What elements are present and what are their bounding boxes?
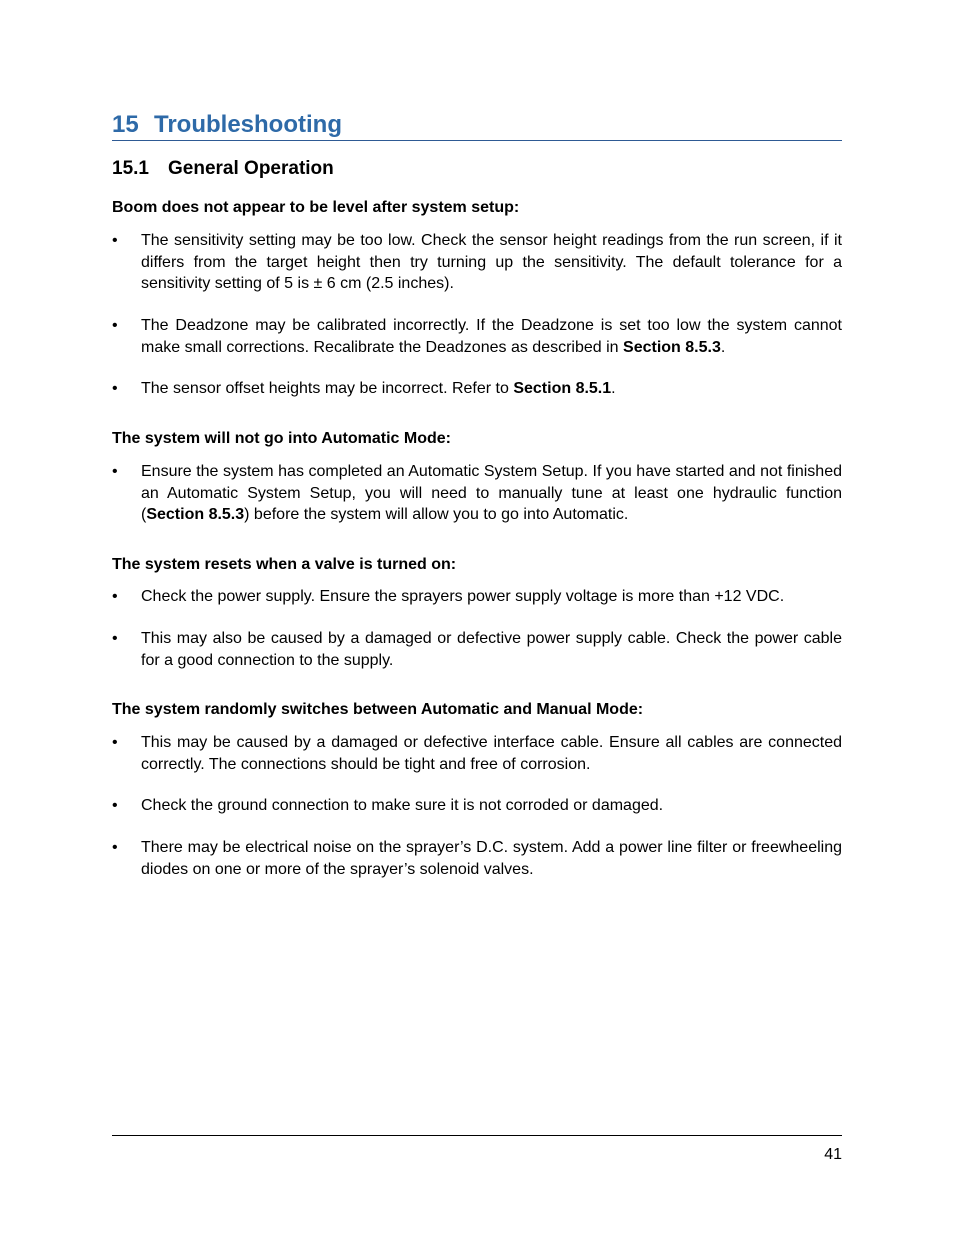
list-item: • This may also be caused by a damaged or defective power supply cable. Check the power cable for a good connection to the supply.	[112, 630, 842, 669]
bullet-icon: •	[112, 463, 118, 480]
problem-heading: The system randomly switches between Automatic and Manual Mode:	[112, 701, 644, 718]
section-reference: Section 8.5.3	[623, 338, 721, 356]
subsection-number: 15.1	[112, 158, 149, 179]
section-reference: Section 8.5.1	[513, 380, 612, 397]
list-item: • This may be caused by a damaged or defective interface cable. Ensure all cables are connected correctly. The connections should be tight and free of corrosion.	[112, 734, 842, 773]
list-item: • The sensor offset heights may be incorrect. Refer to Section 8.5.1.	[112, 378, 842, 400]
bullet-icon: •	[112, 630, 118, 647]
subsection-title: General Operation	[168, 158, 334, 179]
problem-heading: The system resets when a valve is turned on:	[112, 556, 457, 573]
subsection-heading	[112, 157, 334, 181]
list-item: • The sensitivity setting may be too low. Check the sensor height readings from the run screen, if it differs from the target height then try turning up the sensitivity. The default tolerance for a sensitivity setting of 5 is ± 6 cm (2.5 inches).	[112, 232, 842, 292]
page-number: 41	[824, 1146, 842, 1163]
list-item: • There may be electrical noise on the sprayer’s D.C. system. Add a power line filter or freewheeling diodes on one or more of the sprayer’s solenoid valves.	[112, 839, 842, 878]
problem-heading: Boom does not appear to be level after system setup:	[112, 199, 520, 216]
section-heading	[112, 110, 842, 141]
footer-divider	[112, 1135, 842, 1136]
bullet-icon: •	[112, 380, 118, 397]
problem-heading: The system will not go into Automatic Mode:	[112, 430, 451, 447]
bullet-icon: •	[112, 839, 118, 856]
bullet-icon: •	[112, 232, 118, 249]
list-item: • The Deadzone may be calibrated incorrectly. If the Deadzone is set too low the system cannot make small corrections. Recalibrate the Deadzones as described in Section 8.5.3.	[112, 317, 842, 356]
list-item: • Ensure the system has completed an Automatic System Setup. If you have started and not finished an Automatic System Setup, you will need to manually tune at least one hydraulic function (Section 8.5.3) before the system will allow you to go into Automatic.	[112, 463, 842, 523]
section-reference: Section 8.5.3	[146, 506, 245, 523]
bullet-icon: •	[112, 734, 118, 751]
section-number: 15	[112, 111, 139, 138]
section-title: Troubleshooting	[154, 111, 342, 138]
bullet-icon: •	[112, 797, 118, 814]
list-item: • Check the ground connection to make sure it is not corroded or damaged.	[112, 795, 842, 817]
bullet-icon: •	[112, 317, 118, 334]
bullet-icon: •	[112, 588, 118, 605]
list-item: • Check the power supply. Ensure the sprayers power supply voltage is more than +12 VDC.	[112, 586, 842, 608]
